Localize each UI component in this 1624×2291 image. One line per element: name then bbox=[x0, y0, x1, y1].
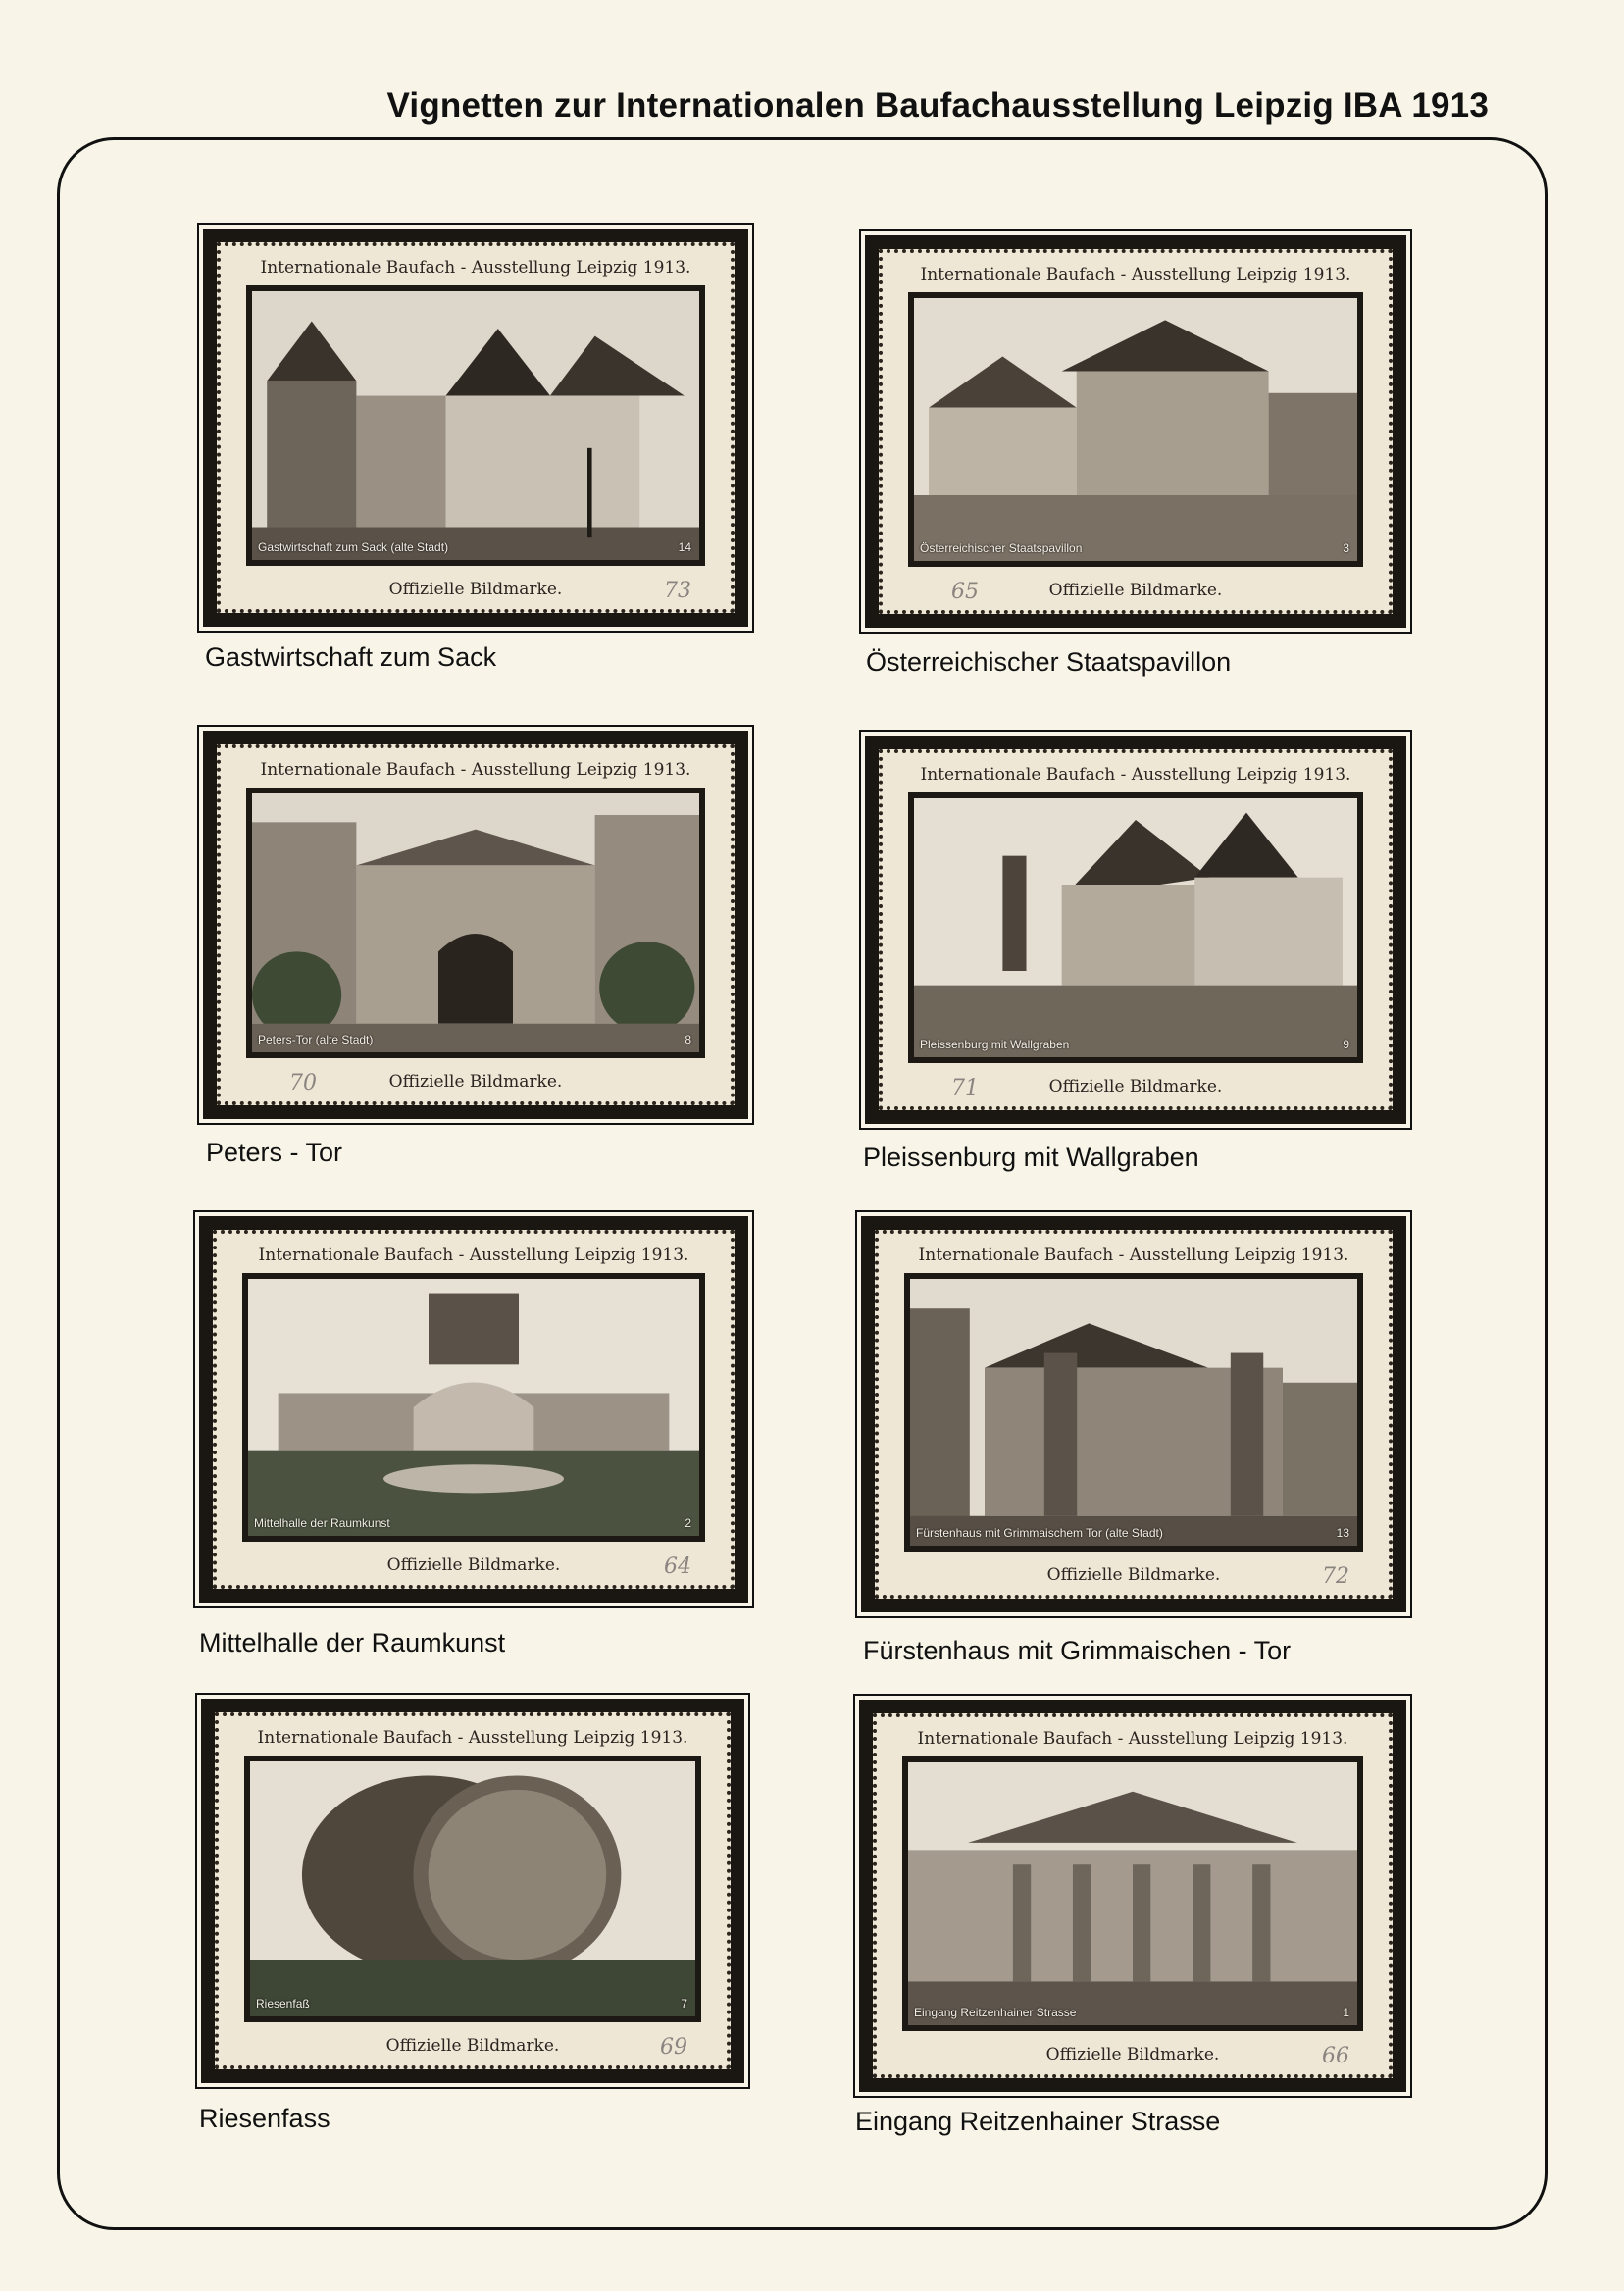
vignette-mount bbox=[203, 229, 748, 627]
vignette-label: Mittelhalle der Raumkunst bbox=[199, 1628, 506, 1657]
vignette-stamp bbox=[215, 1712, 731, 2069]
photo-number: 9 bbox=[1343, 1038, 1349, 1051]
photo-number: 14 bbox=[678, 540, 691, 554]
photo-number: 2 bbox=[685, 1516, 691, 1530]
stamp-photo bbox=[914, 298, 1357, 561]
vignette-stamp bbox=[873, 1713, 1393, 2078]
photo-number: 8 bbox=[685, 1033, 691, 1046]
photo-caption: Österreichischer Staatspavillon bbox=[920, 541, 1083, 555]
stamp-header: Internationale Baufach - Ausstellung Leipzig 1913. bbox=[258, 1246, 689, 1265]
photo-caption: Fürstenhaus mit Grimmaischem Tor (alte Stadt) bbox=[916, 1526, 1163, 1540]
building-illustration bbox=[252, 291, 699, 560]
stamp-photo bbox=[908, 1762, 1357, 2025]
building-illustration bbox=[248, 1279, 699, 1536]
photo-caption: Riesenfaß bbox=[256, 1997, 310, 2011]
pencil-mark: 64 bbox=[664, 1554, 691, 1579]
vignette-stamp bbox=[879, 749, 1393, 1110]
vignette-stamp bbox=[875, 1230, 1393, 1599]
stamp-footer: Offizielle Bildmarke. bbox=[1045, 2045, 1220, 2064]
stamp-footer: Offizielle Bildmarke. bbox=[388, 1072, 563, 1092]
stamp-footer: Offizielle Bildmarke. bbox=[1048, 581, 1223, 600]
photo-caption: Eingang Reitzenhainer Strasse bbox=[914, 2006, 1077, 2019]
stamp-photo-frame bbox=[908, 792, 1363, 1063]
photo-number: 13 bbox=[1336, 1526, 1349, 1540]
stamp-header: Internationale Baufach - Ausstellung Leipzig 1913. bbox=[260, 760, 691, 780]
photo-number: 7 bbox=[681, 1997, 687, 2011]
vignette-label: Pleissenburg mit Wallgraben bbox=[863, 1143, 1199, 1172]
stamp-footer: Offizielle Bildmarke. bbox=[1046, 1565, 1221, 1585]
stamp-header: Internationale Baufach - Ausstellung Leipzig 1913. bbox=[257, 1728, 688, 1748]
vignette-label: Fürstenhaus mit Grimmaischen - Tor bbox=[863, 1636, 1292, 1665]
stamp-footer: Offizielle Bildmarke. bbox=[388, 580, 563, 599]
building-illustration bbox=[914, 298, 1357, 561]
vignette-mount bbox=[201, 1699, 744, 2083]
building-illustration bbox=[250, 1761, 695, 2016]
stamp-photo-frame bbox=[246, 788, 705, 1058]
stamp-photo bbox=[252, 793, 699, 1052]
photo-caption: Mittelhalle der Raumkunst bbox=[254, 1516, 390, 1530]
pencil-mark: 73 bbox=[664, 579, 691, 603]
stamp-footer: Offizielle Bildmarke. bbox=[1048, 1077, 1223, 1096]
stamp-header: Internationale Baufach - Ausstellung Leipzig 1913. bbox=[920, 765, 1351, 785]
vignette-stamp bbox=[217, 242, 735, 613]
photo-caption: Gastwirtschaft zum Sack (alte Stadt) bbox=[258, 540, 449, 554]
vignette-label: Peters - Tor bbox=[206, 1138, 343, 1167]
stamp-photo bbox=[252, 291, 699, 560]
stamp-photo-frame bbox=[904, 1273, 1363, 1552]
vignette-mount bbox=[199, 1216, 748, 1603]
page-title: Vignetten zur Internationalen Baufachausstellung Leipzig IBA 1913 bbox=[386, 86, 1489, 125]
stamp-header: Internationale Baufach - Ausstellung Leipzig 1913. bbox=[918, 1246, 1349, 1265]
pencil-mark: 66 bbox=[1322, 2044, 1349, 2068]
vignette-mount bbox=[203, 731, 748, 1119]
pencil-mark: 72 bbox=[1322, 1564, 1349, 1589]
stamp-photo-frame bbox=[902, 1756, 1363, 2031]
vignette-mount bbox=[865, 736, 1406, 1124]
stamp-photo bbox=[910, 1279, 1357, 1546]
vignette-label: Österreichischer Staatspavillon bbox=[866, 647, 1232, 677]
stamp-photo bbox=[248, 1279, 699, 1536]
stamp-header: Internationale Baufach - Ausstellung Leipzig 1913. bbox=[917, 1729, 1348, 1749]
pencil-mark: 70 bbox=[289, 1071, 317, 1095]
vignette-stamp bbox=[213, 1230, 735, 1589]
photo-number: 3 bbox=[1343, 541, 1349, 555]
stamp-photo bbox=[914, 798, 1357, 1057]
photo-caption: Peters-Tor (alte Stadt) bbox=[258, 1033, 374, 1046]
pencil-mark: 69 bbox=[660, 2035, 687, 2060]
pencil-mark: 71 bbox=[951, 1076, 979, 1100]
vignette-label: Riesenfass bbox=[199, 2104, 330, 2133]
building-illustration bbox=[908, 1762, 1357, 2025]
vignette-label: Eingang Reitzenhainer Strasse bbox=[855, 2107, 1221, 2136]
stamp-photo-frame bbox=[246, 285, 705, 566]
building-illustration bbox=[252, 793, 699, 1052]
vignette-mount bbox=[859, 1700, 1406, 2092]
stamp-photo-frame bbox=[244, 1756, 701, 2022]
vignette-stamp bbox=[217, 744, 735, 1105]
stamp-footer: Offizielle Bildmarke. bbox=[386, 1555, 561, 1575]
vignette-mount bbox=[861, 1216, 1406, 1612]
pencil-mark: 65 bbox=[951, 580, 979, 604]
stamp-header: Internationale Baufach - Ausstellung Leipzig 1913. bbox=[260, 258, 691, 278]
stamp-photo bbox=[250, 1761, 695, 2016]
photo-caption: Pleissenburg mit Wallgraben bbox=[920, 1038, 1070, 1051]
stamp-footer: Offizielle Bildmarke. bbox=[385, 2036, 560, 2056]
vignette-label: Gastwirtschaft zum Sack bbox=[205, 642, 497, 672]
building-illustration bbox=[910, 1279, 1357, 1546]
vignette-mount bbox=[865, 235, 1406, 628]
stamp-header: Internationale Baufach - Ausstellung Leipzig 1913. bbox=[920, 265, 1351, 284]
building-illustration bbox=[914, 798, 1357, 1057]
vignette-stamp bbox=[879, 249, 1393, 614]
stamp-photo-frame bbox=[242, 1273, 705, 1542]
stamp-photo-frame bbox=[908, 292, 1363, 567]
photo-number: 1 bbox=[1343, 2006, 1349, 2019]
